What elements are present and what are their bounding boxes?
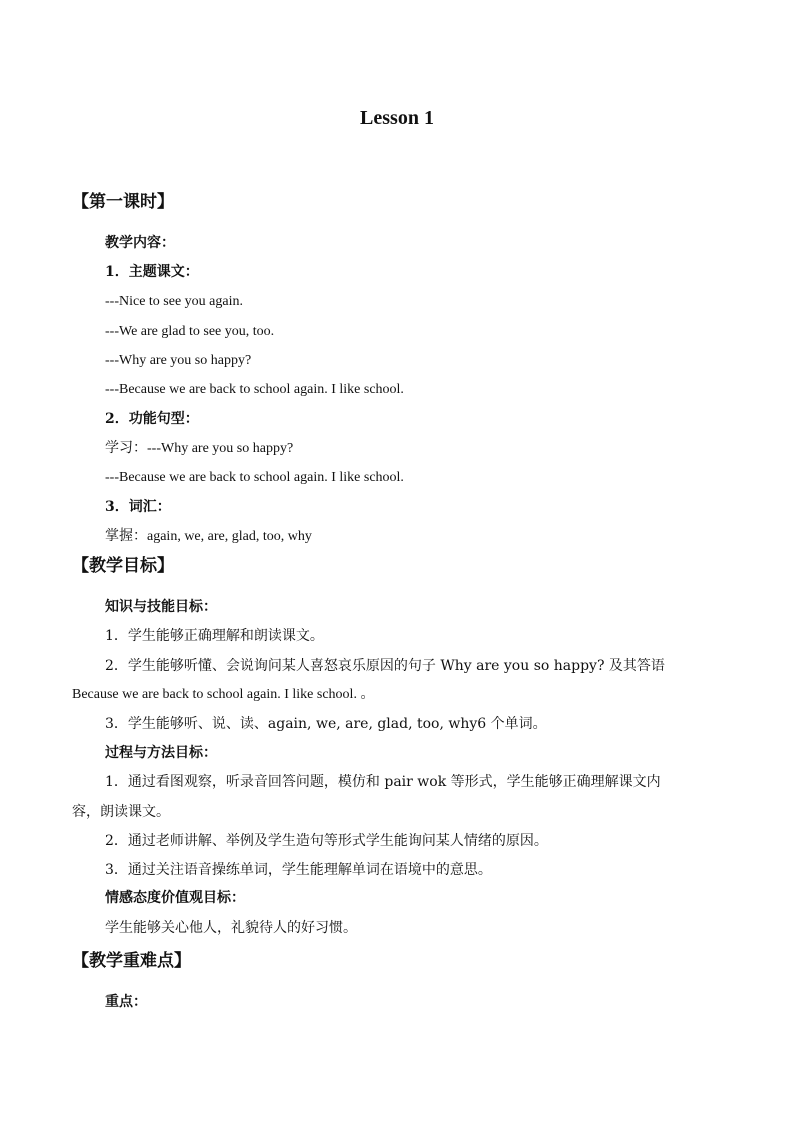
dialog-line-1: ---Nice to see you again. <box>105 294 243 309</box>
vocab-words: again, we, are, glad, too, why <box>147 529 312 544</box>
knowledge-goal-1: 1．学生能够正确理解和朗读课文。 <box>105 628 324 644</box>
pattern-line-1 <box>105 439 293 458</box>
keypoints-heading: 重点： <box>105 994 147 1010</box>
emotion-goal-1: 学生能够关心他人，礼貌待人的好习惯。 <box>105 920 357 936</box>
dialog-line-2: ---We are glad to see you, too. <box>105 324 275 339</box>
knowledge-goal-2a: 2．学生能够听懂、会说询问某人喜怒哀乐原因的句子 Why are you so happy? 及其答语 <box>105 658 665 674</box>
section-heading-goals: 【教学目标】 <box>72 556 174 576</box>
emotion-goals-heading: 情感态度价值观目标： <box>105 890 245 906</box>
vocab-line <box>105 527 312 546</box>
knowledge-goals-heading: 知识与技能目标： <box>105 599 217 615</box>
section-heading-first-lesson: 【第一课时】 <box>72 192 174 212</box>
content-heading: 教学内容： <box>105 235 175 251</box>
process-goal-1b: 容，朗读课文。 <box>72 804 170 820</box>
process-goal-1a: 1．通过看图观察，听录音回答问题，模仿和 pair wok 等形式，学生能够正确理解课文内 <box>105 774 661 790</box>
dialog-line-3: ---Why are you so happy? <box>105 353 252 368</box>
vocab-prefix: 掌握： <box>105 528 147 544</box>
pattern-text-1: ---Why are you so happy? <box>147 441 294 456</box>
item-function-patterns: 2．功能句型： <box>105 411 199 427</box>
section-heading-keypoints: 【教学重难点】 <box>72 951 191 971</box>
process-goals-heading: 过程与方法目标： <box>105 745 217 761</box>
pattern-line-2: ---Because we are back to school again. I like school. <box>105 470 404 485</box>
item-main-text: 1．主题课文： <box>105 264 199 280</box>
knowledge-goal-2b: Because we are back to school again. I like school. 。 <box>72 687 375 702</box>
process-goal-2: 2．通过老师讲解、举例及学生造句等形式学生能询问某人情绪的原因。 <box>105 833 548 849</box>
process-goal-3: 3．通过关注语音操练单词，学生能理解单词在语境中的意思。 <box>105 862 492 878</box>
page-title: Lesson 1 <box>360 107 434 129</box>
knowledge-goal-3: 3．学生能够听、说、读、again, we, are, glad, too, why6 个单词。 <box>105 716 547 732</box>
item-vocabulary: 3．词汇： <box>105 499 171 515</box>
dialog-line-4: ---Because we are back to school again. I like school. <box>105 382 404 397</box>
pattern-prefix: 学习： <box>105 440 147 456</box>
